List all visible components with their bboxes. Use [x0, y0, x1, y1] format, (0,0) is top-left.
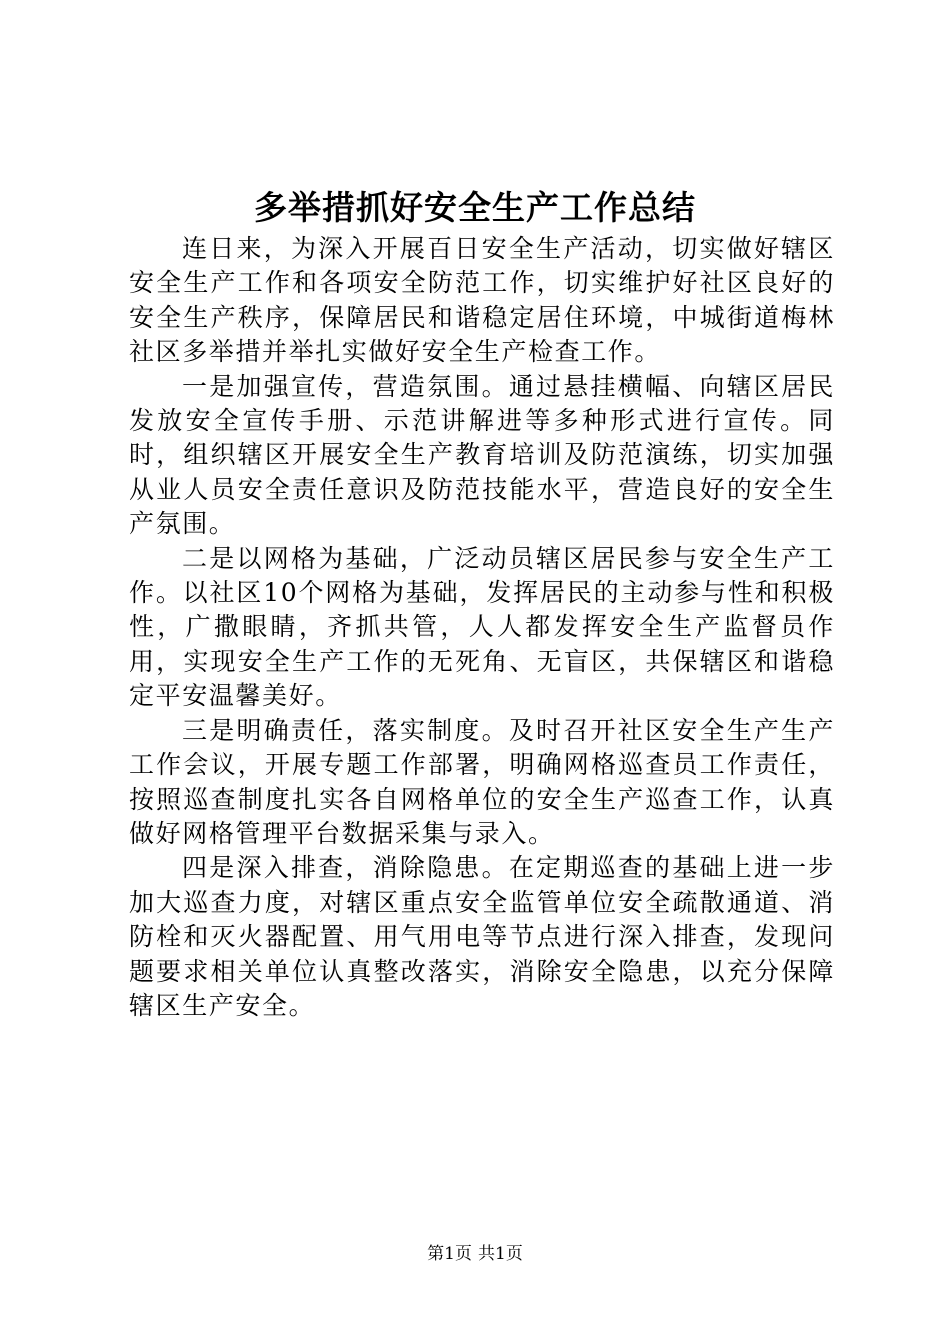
page-footer: [0, 1242, 950, 1266]
paragraph-publicity: 一是加强宣传，营造氛围。通过悬挂横幅、向辖区居民发放安全宣传手册、示范讲解进等多种形式进行宣传。同时，组织辖区开展安全生产教育培训及防范演练，切实加强从业人员安全责任意识及防范技能水平，营造良好的安全生产氛围。: [129, 371, 835, 539]
page-number-current: 第1页: [427, 1244, 472, 1264]
paragraph-intro: 连日来，为深入开展百日安全生产活动，切实做好辖区安全生产工作和各项安全防范工作，切实维护好社区良好的安全生产秩序，保障居民和谐稳定居住环境，中城街道梅林社区多举措并举扎实做好安全生产检查工作。: [129, 234, 835, 367]
document-title: 多举措抓好安全生产工作总结: [254, 188, 696, 227]
paragraph-responsibility: 三是明确责任，落实制度。及时召开社区安全生产生产工作会议，开展专题工作部署，明确网格巡查员工作责任，按照巡查制度扎实各自网格单位的安全生产巡查工作，认真做好网格管理平台数据采集与录入。: [129, 715, 835, 848]
paragraph-grid: 二是以网格为基础，广泛动员辖区居民参与安全生产工作。以社区10个网格为基础，发挥居民的主动参与性和积极性，广撒眼睛，齐抓共管，人人都发挥安全生产监督员作用，实现安全生产工作的无死角、无盲区，共保辖区和谐稳定平安温馨美好。: [129, 543, 835, 711]
document-body: [129, 232, 835, 1023]
paragraph-inspection: 四是深入排查，消除隐患。在定期巡查的基础上进一步加大巡查力度，对辖区重点安全监管单位安全疏散通道、消防栓和灭火器配置、用气用电等节点进行深入排查，发现问题要求相关单位认真整改落实，消除安全隐患，以充分保障辖区生产安全。: [129, 853, 835, 1020]
page-number-total: 共1页: [478, 1244, 523, 1264]
